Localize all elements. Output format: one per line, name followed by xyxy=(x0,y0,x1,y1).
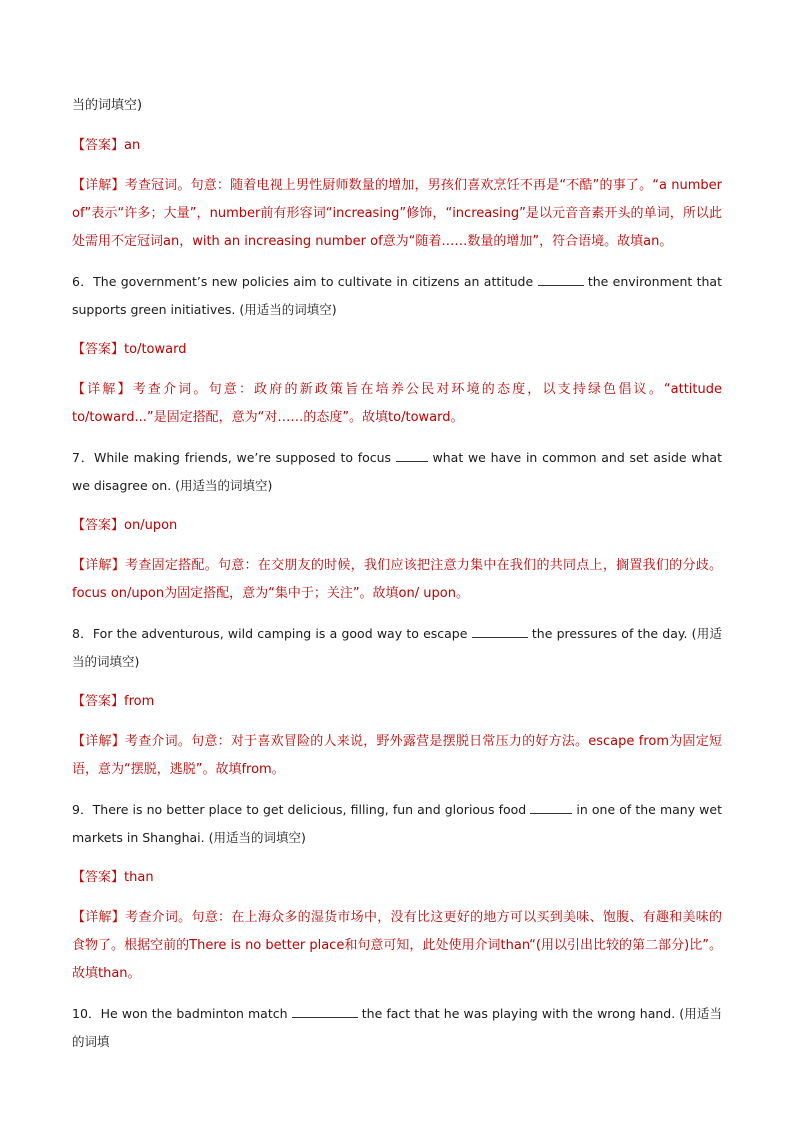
detail-paragraph xyxy=(72,904,722,988)
detail-paragraph xyxy=(72,728,722,784)
question-text-before: The government’s new policies aim to cultivate in citizens an attitude xyxy=(93,274,534,289)
question-text-after: the fact that he was playing with the wrong hand. (用适当的词填 xyxy=(72,1006,723,1049)
answer-label: 【答案】 xyxy=(72,138,125,153)
question-item xyxy=(72,796,722,852)
answer-label: 【答案】 xyxy=(72,694,125,709)
answer-label: 【答案】 xyxy=(72,518,125,533)
question-item xyxy=(72,620,722,676)
question-number: 10． xyxy=(72,1006,101,1021)
question-item xyxy=(72,1000,722,1056)
answer-text: to/toward xyxy=(124,342,187,357)
detail-text: 考查介词。句意：对于喜欢冒险的人来说，野外露营是摆脱日常压力的好方法。escape from为固定短语，意为“摆脱，逃脱”。故填from。 xyxy=(72,734,722,777)
answer-line xyxy=(72,512,722,540)
question-text-before: While making friends, we’re supposed to focus xyxy=(93,450,392,465)
answer-line xyxy=(72,864,722,892)
answer-text: an xyxy=(124,138,141,153)
answer-label: 【答案】 xyxy=(72,870,125,885)
answer-text: on/upon xyxy=(124,518,178,533)
answer-line xyxy=(72,336,722,364)
detail-text: 考查固定搭配。句意：在交朋友的时候，我们应该把注意力集中在我们的共同点上，搁置我们的分歧。focus on/upon为固定搭配，意为“集中于；关注”。故填on/ upon。 xyxy=(72,558,722,601)
answer-blank xyxy=(530,801,572,814)
question-item xyxy=(72,268,722,324)
answer-text: than xyxy=(124,870,154,885)
answer-label: 【答案】 xyxy=(72,342,125,357)
answer-blank xyxy=(472,625,528,638)
detail-text: 考查冠词。句意：随着电视上男性厨师数量的增加，男孩们喜欢烹饪不再是“不酷”的事了。“a number of”表示“许多；大量”，number前有形容词“increasing”修饰，“increasing”是以元音音素开头的单词，所以此处需用不定冠词an，with an increasing number of意为“随着……数量的增加”，符合语境。故填an。 xyxy=(72,178,722,249)
detail-label: 【详解】 xyxy=(72,558,126,573)
question-number: 8． xyxy=(72,626,93,641)
detail-label: 【详解】 xyxy=(72,910,126,925)
answer-text: from xyxy=(124,694,155,709)
answer-blank xyxy=(538,273,584,286)
detail-paragraph xyxy=(72,376,722,432)
question-continuation: 当的词填空) xyxy=(72,98,143,113)
question-text-after: the pressures of the day. (用适当的词填空) xyxy=(72,626,722,669)
question-text-before: For the adventurous, wild camping is a good way to escape xyxy=(92,626,468,641)
question-number: 6． xyxy=(72,274,94,289)
answer-line xyxy=(72,688,722,716)
detail-text: 考查介词。句意：在上海众多的湿货市场中，没有比这更好的地方可以买到美味、饱腹、有趣和美味的食物了。根据空前的There is no better place和句意可知，此处使用介词than“(用以引出比较的第二部分)比”。故填than。 xyxy=(72,910,722,981)
answer-blank xyxy=(292,1005,358,1018)
question-number: 7． xyxy=(72,450,94,465)
detail-text: 考查介词。句意：政府的新政策旨在培养公民对环境的态度，以支持绿色倡议。“attitude to/toward...”是固定搭配，意为“对……的态度”。故填to/toward。 xyxy=(72,382,722,425)
detail-label: 【详解】 xyxy=(72,382,133,397)
detail-paragraph xyxy=(72,552,722,608)
answer-blank xyxy=(396,449,428,462)
detail-label: 【详解】 xyxy=(72,734,125,749)
question-text-before: There is no better place to get delicious, filling, fun and glorious food xyxy=(92,802,527,817)
question-text-before: He won the badminton match xyxy=(100,1006,288,1021)
question-text-after: in one of the many wet markets in Shanghai. (用适当的词填空) xyxy=(72,802,723,845)
question-text-after: what we have in common and set aside what we disagree on. (用适当的词填空) xyxy=(72,450,722,493)
document-page xyxy=(72,92,722,1056)
answer-line xyxy=(72,132,722,160)
detail-label: 【详解】 xyxy=(72,178,125,193)
question-item xyxy=(72,444,722,500)
question-number: 9． xyxy=(72,802,93,817)
detail-paragraph xyxy=(72,172,722,256)
question-text-after: the environment that supports green initiatives. (用适当的词填空) xyxy=(72,274,722,317)
